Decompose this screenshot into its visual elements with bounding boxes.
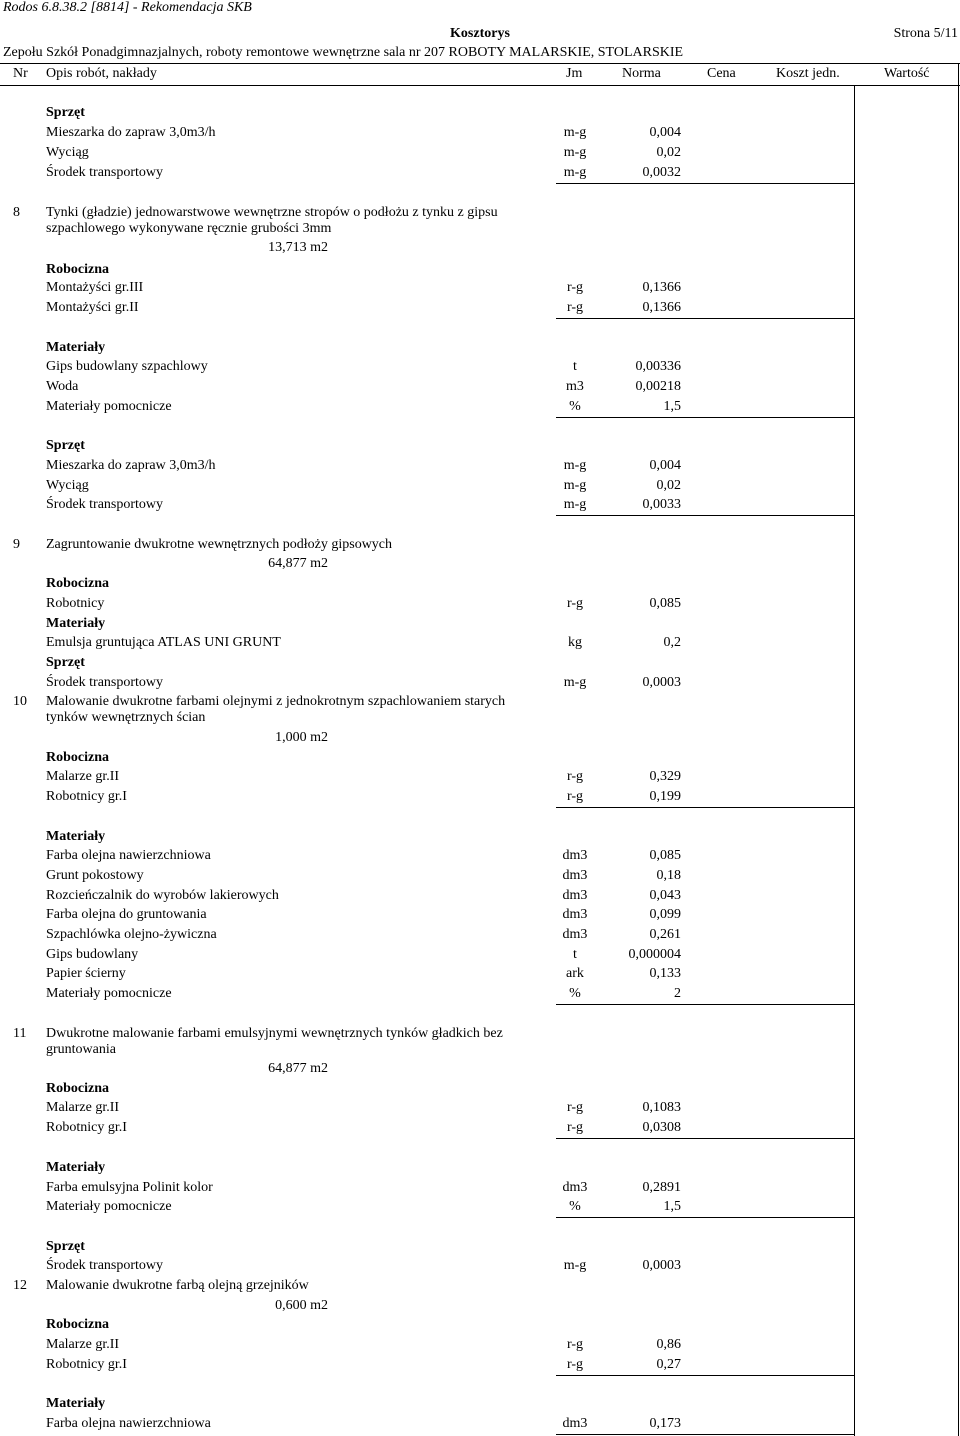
table-row	[0, 594, 960, 614]
header-desc: Opis robót, nakłady	[46, 66, 157, 81]
norma-cell: 0,199	[649, 789, 681, 804]
description-text: Woda	[46, 379, 79, 394]
unit-cell: dm3	[562, 1416, 588, 1431]
norma-cell: 0,261	[649, 927, 681, 942]
section-heading: Sprzęt	[46, 105, 85, 120]
unit-cell: m-g	[563, 125, 587, 140]
table-row	[0, 377, 960, 397]
norma-cell: 0,0308	[642, 1120, 681, 1135]
section-heading: Robocizna	[46, 1317, 109, 1332]
description-text: Środek transportowy	[46, 497, 164, 512]
section-heading-row	[0, 260, 960, 280]
section-heading: Materiały	[46, 1160, 106, 1175]
quantity-text: 64,877 m2	[268, 556, 328, 571]
unit-cell: dm3	[562, 907, 588, 922]
table-row	[0, 298, 960, 318]
quantity-text: 0,600 m2	[275, 1298, 328, 1313]
page-number: Strona 5/11	[893, 26, 958, 41]
table-row	[0, 728, 960, 748]
norma-cell: 0,1366	[642, 280, 681, 295]
unit-cell: m-g	[563, 497, 587, 512]
unit-cell: r-g	[566, 1337, 584, 1352]
description-text: Farba emulsyjna Polinit kolor	[46, 1180, 213, 1195]
norma-cell: 0,02	[656, 478, 681, 493]
norma-cell: 0,86	[656, 1337, 681, 1352]
block-end-rule	[556, 1375, 855, 1376]
norma-cell: 0,00218	[635, 379, 681, 394]
norma-cell: 0,173	[649, 1416, 681, 1431]
section-heading: Materiały	[46, 616, 106, 631]
description-text: Zagruntowanie dwukrotne wewnętrznych podłoży gipsowych	[46, 537, 393, 552]
description-text: Gips budowlany szpachlowy	[46, 359, 208, 374]
table-row	[0, 984, 960, 1004]
unit-cell: r-g	[566, 1357, 584, 1372]
block-end-rule	[556, 807, 855, 808]
table-row	[0, 1040, 960, 1060]
description-text: Farba olejna nawierzchniowa	[46, 848, 211, 863]
description-text: Farba olejna do gruntowania	[46, 907, 207, 922]
description-text: Robotnicy gr.I	[46, 1357, 127, 1372]
table-row	[0, 925, 960, 945]
position-number: 8	[13, 205, 20, 220]
unit-cell: r-g	[566, 280, 584, 295]
description-text: Środek transportowy	[46, 675, 164, 690]
position-row	[0, 535, 960, 555]
unit-cell: m-g	[563, 1258, 587, 1273]
unit-cell: r-g	[566, 769, 584, 784]
description-text: Malarze gr.II	[46, 1337, 120, 1352]
section-heading-row	[0, 653, 960, 673]
block-end-rule	[556, 183, 855, 184]
table-row	[0, 219, 960, 239]
table-row	[0, 846, 960, 866]
block-end-rule	[556, 417, 855, 418]
table-row	[0, 945, 960, 965]
section-heading-row	[0, 1158, 960, 1178]
position-number: 12	[13, 1278, 27, 1293]
unit-cell: r-g	[566, 596, 584, 611]
table-row	[0, 123, 960, 143]
table-row	[0, 1178, 960, 1198]
table-row	[0, 964, 960, 984]
quantity-text: 64,877 m2	[268, 1061, 328, 1076]
description-text: gruntowania	[46, 1042, 116, 1057]
unit-cell: dm3	[562, 1180, 588, 1195]
position-number: 10	[13, 694, 27, 709]
norma-cell: 0,329	[649, 769, 681, 784]
unit-cell: dm3	[562, 868, 588, 883]
description-text: Tynki (gładzie) jednowarstwowe wewnętrzne stropów o podłożu z tynku z gipsu	[46, 205, 498, 220]
norma-cell: 0,0003	[642, 1258, 681, 1273]
table-row	[0, 476, 960, 496]
norma-cell: 0,0003	[642, 675, 681, 690]
table-row	[0, 633, 960, 653]
block-end-rule	[556, 1434, 855, 1435]
description-text: Montażyści gr.III	[46, 280, 144, 295]
section-heading-row	[0, 574, 960, 594]
unit-cell: t	[573, 359, 577, 374]
section-heading-row	[0, 436, 960, 456]
header-norma: Norma	[622, 66, 661, 81]
description-text: Grunt pokostowy	[46, 868, 144, 883]
section-heading-row	[0, 827, 960, 847]
header-koszt: Koszt jedn.	[776, 66, 840, 81]
quantity-text: 1,000 m2	[275, 730, 328, 745]
description-text: Wyciąg	[46, 478, 89, 493]
norma-cell: 0,0032	[642, 165, 681, 180]
norma-cell: 0,000004	[628, 947, 681, 962]
description-text: szpachlowego wykonywane ręcznie grubości 3mm	[46, 221, 332, 236]
unit-cell: kg	[568, 635, 582, 650]
description-text: Gips budowlany	[46, 947, 139, 962]
norma-cell: 0,085	[649, 596, 681, 611]
unit-cell: dm3	[562, 888, 588, 903]
description-text: Środek transportowy	[46, 165, 164, 180]
description-text: Emulsja gruntująca ATLAS UNI GRUNT	[46, 635, 281, 650]
header-nr: Nr	[13, 66, 28, 81]
section-heading-row	[0, 1237, 960, 1257]
norma-cell: 0,2891	[642, 1180, 681, 1195]
table-row	[0, 554, 960, 574]
section-heading: Robocizna	[46, 1081, 109, 1096]
table-row	[0, 1256, 960, 1276]
unit-cell: r-g	[566, 1100, 584, 1115]
block-end-rule	[556, 1004, 855, 1005]
section-heading: Materiały	[46, 829, 106, 844]
table-row	[0, 886, 960, 906]
section-heading-row	[0, 338, 960, 358]
table-row	[0, 905, 960, 925]
table-row	[0, 397, 960, 417]
description-text: Materiały pomocnicze	[46, 399, 172, 414]
unit-cell: r-g	[566, 789, 584, 804]
table-row	[0, 866, 960, 886]
table-row	[0, 1355, 960, 1375]
section-heading: Materiały	[46, 1396, 106, 1411]
description-text: Malowanie dwukrotne farbą olejną grzejników	[46, 1278, 309, 1293]
unit-cell: dm3	[562, 848, 588, 863]
norma-cell: 0,1366	[642, 300, 681, 315]
unit-cell: r-g	[566, 300, 584, 315]
table-row	[0, 1118, 960, 1138]
section-heading: Robocizna	[46, 576, 109, 591]
table-row	[0, 708, 960, 728]
table-row	[0, 673, 960, 693]
description-text: Dwukrotne malowanie farbami emulsyjnymi wewnętrznych tynków gładkich bez	[46, 1026, 503, 1041]
description-text: Robotnicy gr.I	[46, 789, 127, 804]
norma-cell: 0,1083	[642, 1100, 681, 1115]
norma-cell: 0,133	[649, 966, 681, 981]
table-row	[0, 1335, 960, 1355]
description-text: Mieszarka do zapraw 3,0m3/h	[46, 125, 216, 140]
position-number: 11	[13, 1026, 27, 1041]
unit-cell: ark	[566, 966, 584, 981]
description-text: Środek transportowy	[46, 1258, 164, 1273]
table-row	[0, 163, 960, 183]
norma-cell: 0,00336	[635, 359, 681, 374]
norma-cell: 0,18	[656, 868, 681, 883]
description-text: Malarze gr.II	[46, 1100, 120, 1115]
header-jm: Jm	[566, 66, 583, 81]
norma-cell: 0,043	[649, 888, 681, 903]
description-text: Malarze gr.II	[46, 769, 120, 784]
norma-cell: 0,085	[649, 848, 681, 863]
header-wartosc: Wartość	[884, 66, 930, 81]
description-text: Materiały pomocnicze	[46, 1199, 172, 1214]
description-text: tynków wewnętrznych ścian	[46, 710, 206, 725]
norma-cell: 0,27	[656, 1357, 681, 1372]
table-row	[0, 278, 960, 298]
document-title: Kosztorys	[450, 26, 510, 41]
document-subtitle: Zepołu Szkół Ponadgimnazjalnych, roboty remontowe wewnętrzne sala nr 207 ROBOTY MALARSKIE, STOLARSKIE	[3, 45, 684, 60]
table-row	[0, 1296, 960, 1316]
description-text: Rozcieńczalnik do wyrobów lakierowych	[46, 888, 279, 903]
section-heading: Sprzęt	[46, 655, 85, 670]
unit-cell: dm3	[562, 927, 588, 942]
table-row	[0, 357, 960, 377]
description-text: Mieszarka do zapraw 3,0m3/h	[46, 458, 216, 473]
norma-cell: 2	[674, 986, 681, 1001]
quantity-text: 13,713 m2	[268, 240, 328, 255]
section-heading-row	[0, 1315, 960, 1335]
section-heading: Robocizna	[46, 262, 109, 277]
block-end-rule	[556, 1217, 855, 1218]
section-heading: Materiały	[46, 340, 106, 355]
unit-cell: m3	[566, 379, 584, 394]
norma-cell: 0,004	[649, 125, 681, 140]
table-row	[0, 767, 960, 787]
section-heading: Sprzęt	[46, 438, 85, 453]
norma-cell: 0,004	[649, 458, 681, 473]
block-end-rule	[556, 1138, 855, 1139]
description-text: Montażyści gr.II	[46, 300, 139, 315]
section-heading-row	[0, 1394, 960, 1414]
table-row	[0, 1197, 960, 1217]
description-text: Papier ścierny	[46, 966, 126, 981]
block-end-rule	[556, 515, 855, 516]
norma-cell: 0,099	[649, 907, 681, 922]
table-row	[0, 238, 960, 258]
unit-cell: m-g	[563, 145, 587, 160]
norma-cell: 0,02	[656, 145, 681, 160]
position-number: 9	[13, 537, 20, 552]
norma-cell: 1,5	[663, 399, 681, 414]
unit-cell: m-g	[563, 165, 587, 180]
unit-cell: m-g	[563, 478, 587, 493]
section-heading-row	[0, 1079, 960, 1099]
table-row	[0, 495, 960, 515]
section-heading: Robocizna	[46, 750, 109, 765]
unit-cell: %	[569, 1199, 581, 1214]
section-heading: Sprzęt	[46, 1239, 85, 1254]
unit-cell: %	[569, 986, 581, 1001]
norma-cell: 0,0033	[642, 497, 681, 512]
section-heading-row	[0, 103, 960, 123]
table-row	[0, 143, 960, 163]
section-heading-row	[0, 614, 960, 634]
unit-cell: m-g	[563, 458, 587, 473]
description-text: Szpachlówka olejno-żywiczna	[46, 927, 217, 942]
unit-cell: m-g	[563, 675, 587, 690]
table-row	[0, 1059, 960, 1079]
unit-cell: r-g	[566, 1120, 584, 1135]
description-text: Wyciąg	[46, 145, 89, 160]
table-row	[0, 456, 960, 476]
section-heading-row	[0, 748, 960, 768]
unit-cell: %	[569, 399, 581, 414]
description-text: Robotnicy gr.I	[46, 1120, 127, 1135]
position-row	[0, 1276, 960, 1296]
description-text: Robotnicy	[46, 596, 105, 611]
unit-cell: t	[573, 947, 577, 962]
description-text: Materiały pomocnicze	[46, 986, 172, 1001]
norma-cell: 1,5	[663, 1199, 681, 1214]
description-text: Farba olejna nawierzchniowa	[46, 1416, 211, 1431]
table-row	[0, 787, 960, 807]
table-row	[0, 1098, 960, 1118]
header-cena: Cena	[707, 66, 736, 81]
norma-cell: 0,2	[663, 635, 681, 650]
app-title: Rodos 6.8.38.2 [8814] - Rekomendacja SKB	[3, 0, 252, 15]
block-end-rule	[556, 318, 855, 319]
table-row	[0, 1414, 960, 1434]
description-text: Malowanie dwukrotne farbami olejnymi z jednokrotnym szpachlowaniem starych	[46, 694, 506, 709]
